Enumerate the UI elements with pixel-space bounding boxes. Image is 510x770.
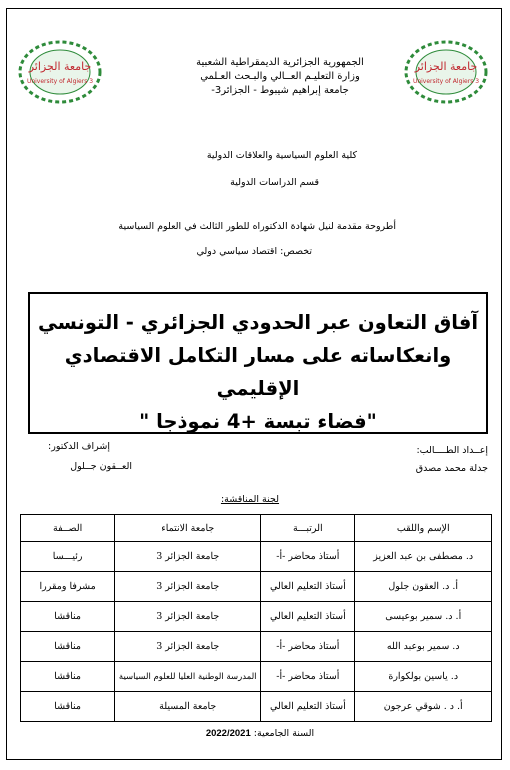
member-name: أ. د. العقون جلول: [355, 572, 492, 602]
logo-english-left: University of Algiers 3: [26, 78, 94, 85]
member-rank: أستاذ التعليم العالي: [261, 572, 355, 602]
member-university: جامعة الجزائر 3: [115, 602, 261, 632]
committee-row: [21, 632, 492, 662]
committee-table: [20, 514, 492, 722]
member-name: د. مصطفى بن عبد العزيز: [355, 542, 492, 572]
supervisor-label: إشراف الدكتور:: [48, 441, 110, 452]
header-block: [170, 56, 390, 98]
member-rank: أستاذ محاضر -أ-: [261, 542, 355, 572]
university-logo-right: [398, 36, 494, 108]
department-name: قسم الدراسات الدولية: [230, 177, 319, 188]
member-name: أ. د . شوقي عرجون: [355, 692, 492, 722]
republic-name: الجمهورية الجزائرية الديمقراطية الشعبية: [196, 57, 364, 68]
header-role: الصــفة: [21, 515, 115, 542]
member-university: جامعة الجزائر 3: [115, 572, 261, 602]
logo-arabic-left: جامعة الجزائر: [28, 60, 92, 73]
member-university: جامعة المسيلة: [115, 692, 261, 722]
committee-row: [21, 692, 492, 722]
member-university: جامعة الجزائر 3: [115, 542, 261, 572]
member-name: د. ياسين بولكوارة: [355, 662, 492, 692]
member-rank: أستاذ محاضر -أ-: [261, 632, 355, 662]
thesis-title-line-1: آفاق التعاون عبر الحدودي الجزائري - التونسي: [37, 311, 479, 334]
student-name: جدلة محمد مصدق: [415, 463, 488, 474]
committee-row: [21, 602, 492, 632]
member-rank: أستاذ التعليم العالي: [261, 692, 355, 722]
header-rank: الرتبـــة: [261, 515, 355, 542]
member-role: مناقشا: [21, 632, 115, 662]
member-university: المدرسة الوطنية العليا للعلوم السياسية: [115, 662, 261, 692]
logo-arabic-right: جامعة الجزائر: [414, 60, 478, 73]
logo-english-right: University of Algiers 3: [412, 78, 480, 85]
thesis-description: أطروحة مقدمة لنيل شهادة الدكتوراه للطور الثالث في العلوم السياسية: [118, 221, 396, 232]
member-rank: أستاذ محاضر -أ-: [261, 662, 355, 692]
academic-year-value: 2022/2021: [205, 728, 251, 739]
ministry-name: وزارة التعليـم العــالي والبـحث العـلمي: [200, 71, 360, 82]
committee-label: لجنة المناقشة:: [220, 494, 280, 505]
thesis-title-box: [28, 292, 488, 434]
thesis-title-line-3: "فضاء تبسة +4 نموذجا ": [139, 410, 377, 433]
faculty-name: كلية العلوم السياسية والعلاقات الدولية: [206, 150, 357, 161]
academic-year-label: السنة الجامعية:: [253, 728, 315, 739]
header-name: الإسم واللقب: [355, 515, 492, 542]
member-university: جامعة الجزائر 3: [115, 632, 261, 662]
member-rank: أستاذ التعليم العالي: [261, 602, 355, 632]
committee-row: [21, 572, 492, 602]
member-name: د. سمير بوعبد الله: [355, 632, 492, 662]
header-university: جامعة الانتماء: [115, 515, 261, 542]
member-role: مناقشا: [21, 692, 115, 722]
committee-row: [21, 542, 492, 572]
thesis-title-line-2: وانعكاساته على مسار التكامل الاقتصادي الإقليمي: [64, 344, 452, 400]
member-role: مناقشا: [21, 602, 115, 632]
committee-header-row: [21, 515, 492, 542]
academic-year: [130, 728, 390, 739]
university-logo-left: [12, 36, 108, 108]
supervisor-name: العــقون جــلول: [70, 461, 132, 472]
university-name: جامعة إبراهيم شيبوط - الجزائر3-: [211, 85, 349, 96]
specialization: تخصص: اقتصاد سياسي دولي: [196, 246, 312, 257]
member-role: مشرفا ومقررا: [21, 572, 115, 602]
member-name: أ. د. سمير بوعيسى: [355, 602, 492, 632]
member-role: رئيـــسا: [21, 542, 115, 572]
member-role: مناقشا: [21, 662, 115, 692]
committee-row: [21, 662, 492, 692]
prepared-by-label: إعــداد الطــــالب:: [416, 445, 488, 456]
